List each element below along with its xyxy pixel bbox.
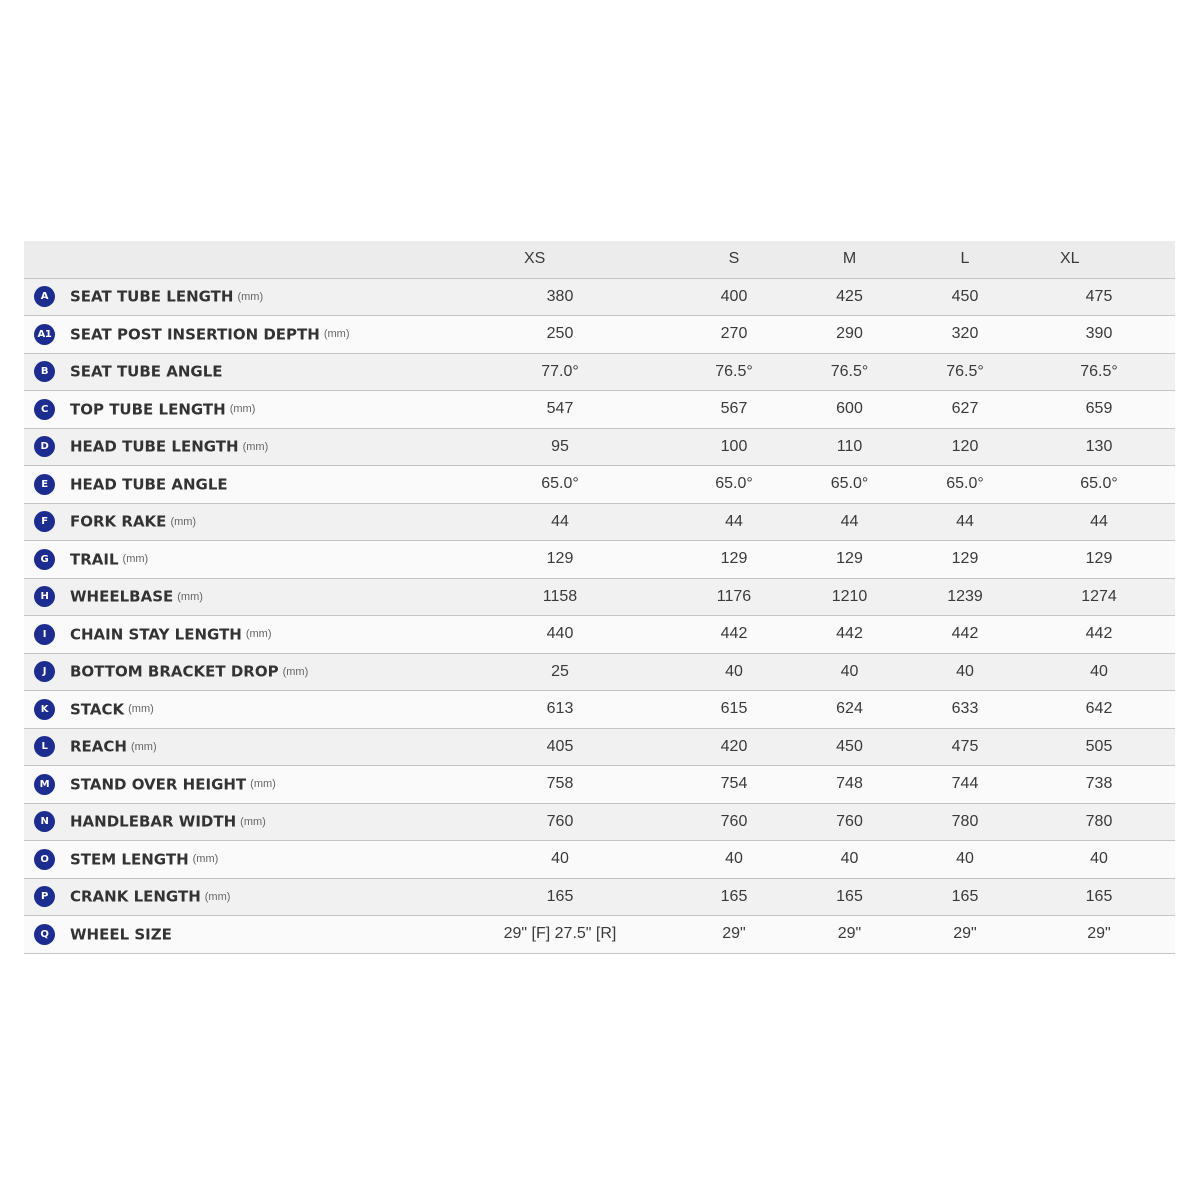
measurement-name: FORK RAKE <box>70 512 167 531</box>
value-cell-l: 320 <box>907 316 1023 354</box>
measurement-name: WHEELBASE <box>70 587 174 606</box>
table-row <box>24 428 1175 466</box>
value-cell-xl: 40 <box>1023 841 1175 879</box>
row-label <box>24 803 444 841</box>
value-cell-m: 1210 <box>792 578 907 616</box>
row-label <box>24 578 444 616</box>
measurement-name: TRAIL <box>70 550 119 569</box>
measurement-badge-icon: G <box>34 549 55 570</box>
size-header-row <box>24 241 1175 278</box>
measurement-name: SEAT TUBE LENGTH <box>70 287 234 306</box>
value-cell-s: 567 <box>676 391 792 429</box>
value-cell-m: 76.5° <box>792 353 907 391</box>
value-cell-xl: 76.5° <box>1023 353 1175 391</box>
value-cell-l: 744 <box>907 766 1023 804</box>
row-label <box>24 616 444 654</box>
table-row <box>24 728 1175 766</box>
measurement-unit: (mm) <box>237 290 264 303</box>
value-cell-l: 627 <box>907 391 1023 429</box>
value-cell-m: 425 <box>792 278 907 316</box>
value-cell-xs: 380 <box>444 278 676 316</box>
value-cell-m: 44 <box>792 503 907 541</box>
value-cell-xl: 65.0° <box>1023 466 1175 504</box>
measurement-badge-icon: A <box>34 286 55 307</box>
measurement-unit: (mm) <box>177 590 203 603</box>
value-cell-l: 129 <box>907 541 1023 579</box>
row-label <box>24 766 444 804</box>
value-cell-l: 29" <box>907 916 1023 954</box>
row-label <box>24 541 444 579</box>
value-cell-xs: 95 <box>444 428 676 466</box>
value-cell-xl: 165 <box>1023 878 1175 916</box>
row-label <box>24 466 444 504</box>
value-cell-xs: 77.0° <box>444 353 676 391</box>
row-label <box>24 691 444 729</box>
value-cell-xs: 129 <box>444 541 676 579</box>
value-cell-l: 475 <box>907 728 1023 766</box>
value-cell-s: 44 <box>676 503 792 541</box>
measurement-badge-icon: N <box>34 811 55 832</box>
value-cell-l: 442 <box>907 616 1023 654</box>
value-cell-s: 754 <box>676 766 792 804</box>
measurement-name: STEM LENGTH <box>70 850 189 869</box>
measurement-unit: (mm) <box>128 703 154 716</box>
value-cell-xl: 659 <box>1023 391 1175 429</box>
row-label <box>24 353 444 391</box>
value-cell-l: 76.5° <box>907 353 1023 391</box>
row-label <box>24 841 444 879</box>
row-label <box>24 316 444 354</box>
measurement-name: STAND OVER HEIGHT <box>70 775 247 794</box>
value-cell-m: 165 <box>792 878 907 916</box>
value-cell-xl: 475 <box>1023 278 1175 316</box>
measurement-unit: (mm) <box>242 440 269 453</box>
value-cell-s: 29" <box>676 916 792 954</box>
row-label <box>24 391 444 429</box>
value-cell-xs: 29" [F] 27.5" [R] <box>444 916 676 954</box>
value-cell-s: 76.5° <box>676 353 792 391</box>
measurement-name: TOP TUBE LENGTH <box>70 400 226 419</box>
value-cell-s: 100 <box>676 428 792 466</box>
value-cell-xl: 390 <box>1023 316 1175 354</box>
value-cell-xs: 25 <box>444 653 676 691</box>
table-row <box>24 916 1175 954</box>
value-cell-s: 40 <box>676 653 792 691</box>
value-cell-l: 65.0° <box>907 466 1023 504</box>
value-cell-m: 760 <box>792 803 907 841</box>
table-row <box>24 878 1175 916</box>
value-cell-l: 40 <box>907 841 1023 879</box>
value-cell-xl: 505 <box>1023 728 1175 766</box>
value-cell-m: 110 <box>792 428 907 466</box>
measurement-unit: (mm) <box>282 665 309 678</box>
size-header-xs: XS <box>444 241 676 278</box>
measurement-badge-icon: H <box>34 586 55 607</box>
value-cell-l: 780 <box>907 803 1023 841</box>
table-row <box>24 391 1175 429</box>
value-cell-xs: 165 <box>444 878 676 916</box>
measurement-unit: (mm) <box>323 328 350 341</box>
table-row <box>24 353 1175 391</box>
measurement-name: HANDLEBAR WIDTH <box>70 812 237 831</box>
value-cell-xl: 442 <box>1023 616 1175 654</box>
row-label <box>24 653 444 691</box>
size-header-s: S <box>676 241 792 278</box>
value-cell-m: 290 <box>792 316 907 354</box>
measurement-badge-icon: K <box>34 699 55 720</box>
table-row <box>24 803 1175 841</box>
row-label <box>24 728 444 766</box>
value-cell-l: 1239 <box>907 578 1023 616</box>
value-cell-xs: 405 <box>444 728 676 766</box>
value-cell-m: 40 <box>792 653 907 691</box>
row-label <box>24 503 444 541</box>
measurement-unit: (mm) <box>240 815 266 828</box>
header-label-spacer <box>24 241 444 278</box>
measurement-name: SEAT TUBE ANGLE <box>70 362 223 381</box>
value-cell-l: 450 <box>907 278 1023 316</box>
size-header-xl: XL <box>1023 241 1175 278</box>
measurement-unit: (mm) <box>122 553 149 566</box>
measurement-badge-icon: Q <box>34 924 55 945</box>
value-cell-m: 65.0° <box>792 466 907 504</box>
measurement-badge-icon: M <box>34 774 55 795</box>
value-cell-s: 760 <box>676 803 792 841</box>
value-cell-m: 450 <box>792 728 907 766</box>
value-cell-s: 420 <box>676 728 792 766</box>
measurement-name: CHAIN STAY LENGTH <box>70 625 242 644</box>
value-cell-l: 44 <box>907 503 1023 541</box>
geometry-table <box>24 241 1175 954</box>
value-cell-xl: 642 <box>1023 691 1175 729</box>
measurement-name: CRANK LENGTH <box>70 887 201 906</box>
value-cell-xl: 1274 <box>1023 578 1175 616</box>
measurement-name: WHEEL SIZE <box>70 925 172 944</box>
table-row <box>24 466 1175 504</box>
measurement-badge-icon: B <box>34 361 55 382</box>
row-label <box>24 916 444 954</box>
size-header-l: L <box>907 241 1023 278</box>
measurement-name: HEAD TUBE LENGTH <box>70 437 239 456</box>
measurement-unit: (mm) <box>170 515 197 528</box>
table-row <box>24 578 1175 616</box>
value-cell-m: 40 <box>792 841 907 879</box>
value-cell-s: 270 <box>676 316 792 354</box>
measurement-badge-icon: L <box>34 736 55 757</box>
value-cell-m: 624 <box>792 691 907 729</box>
value-cell-l: 120 <box>907 428 1023 466</box>
value-cell-xs: 440 <box>444 616 676 654</box>
value-cell-m: 748 <box>792 766 907 804</box>
value-cell-s: 129 <box>676 541 792 579</box>
value-cell-xl: 780 <box>1023 803 1175 841</box>
value-cell-s: 400 <box>676 278 792 316</box>
measurement-unit: (mm) <box>204 890 231 903</box>
value-cell-xs: 758 <box>444 766 676 804</box>
table-row <box>24 766 1175 804</box>
value-cell-xl: 29" <box>1023 916 1175 954</box>
table-row <box>24 653 1175 691</box>
measurement-unit: (mm) <box>130 740 157 753</box>
value-cell-xs: 44 <box>444 503 676 541</box>
row-label <box>24 278 444 316</box>
measurement-name: HEAD TUBE ANGLE <box>70 475 228 494</box>
value-cell-xs: 250 <box>444 316 676 354</box>
row-label <box>24 428 444 466</box>
value-cell-xl: 130 <box>1023 428 1175 466</box>
row-label <box>24 878 444 916</box>
value-cell-xs: 65.0° <box>444 466 676 504</box>
measurement-badge-icon: I <box>34 624 55 645</box>
size-header-m: M <box>792 241 907 278</box>
value-cell-s: 165 <box>676 878 792 916</box>
value-cell-xl: 129 <box>1023 541 1175 579</box>
value-cell-m: 442 <box>792 616 907 654</box>
value-cell-m: 129 <box>792 541 907 579</box>
measurement-badge-icon: A1 <box>34 324 55 345</box>
table-row <box>24 841 1175 879</box>
table-row <box>24 503 1175 541</box>
table-row <box>24 541 1175 579</box>
value-cell-xl: 40 <box>1023 653 1175 691</box>
value-cell-m: 600 <box>792 391 907 429</box>
value-cell-xs: 547 <box>444 391 676 429</box>
value-cell-s: 40 <box>676 841 792 879</box>
measurement-badge-icon: J <box>34 661 55 682</box>
measurement-badge-icon: P <box>34 886 55 907</box>
measurement-name: STACK <box>70 700 125 719</box>
value-cell-s: 615 <box>676 691 792 729</box>
table-row <box>24 316 1175 354</box>
value-cell-xl: 44 <box>1023 503 1175 541</box>
measurement-badge-icon: D <box>34 436 55 457</box>
value-cell-s: 65.0° <box>676 466 792 504</box>
value-cell-s: 442 <box>676 616 792 654</box>
measurement-badge-icon: E <box>34 474 55 495</box>
measurement-name: REACH <box>70 737 127 756</box>
measurement-badge-icon: O <box>34 849 55 870</box>
value-cell-xs: 760 <box>444 803 676 841</box>
value-cell-xl: 738 <box>1023 766 1175 804</box>
table-row <box>24 278 1175 316</box>
measurement-name: SEAT POST INSERTION DEPTH <box>70 325 320 344</box>
value-cell-m: 29" <box>792 916 907 954</box>
measurement-badge-icon: F <box>34 511 55 532</box>
value-cell-xs: 1158 <box>444 578 676 616</box>
measurement-unit: (mm) <box>229 403 256 416</box>
measurement-unit: (mm) <box>192 853 219 866</box>
measurement-badge-icon: C <box>34 399 55 420</box>
value-cell-l: 633 <box>907 691 1023 729</box>
measurement-unit: (mm) <box>250 778 276 791</box>
value-cell-xs: 40 <box>444 841 676 879</box>
value-cell-l: 40 <box>907 653 1023 691</box>
table-row <box>24 691 1175 729</box>
value-cell-s: 1176 <box>676 578 792 616</box>
measurement-name: BOTTOM BRACKET DROP <box>70 662 279 681</box>
value-cell-xs: 613 <box>444 691 676 729</box>
table-row <box>24 616 1175 654</box>
measurement-unit: (mm) <box>245 628 272 641</box>
value-cell-l: 165 <box>907 878 1023 916</box>
